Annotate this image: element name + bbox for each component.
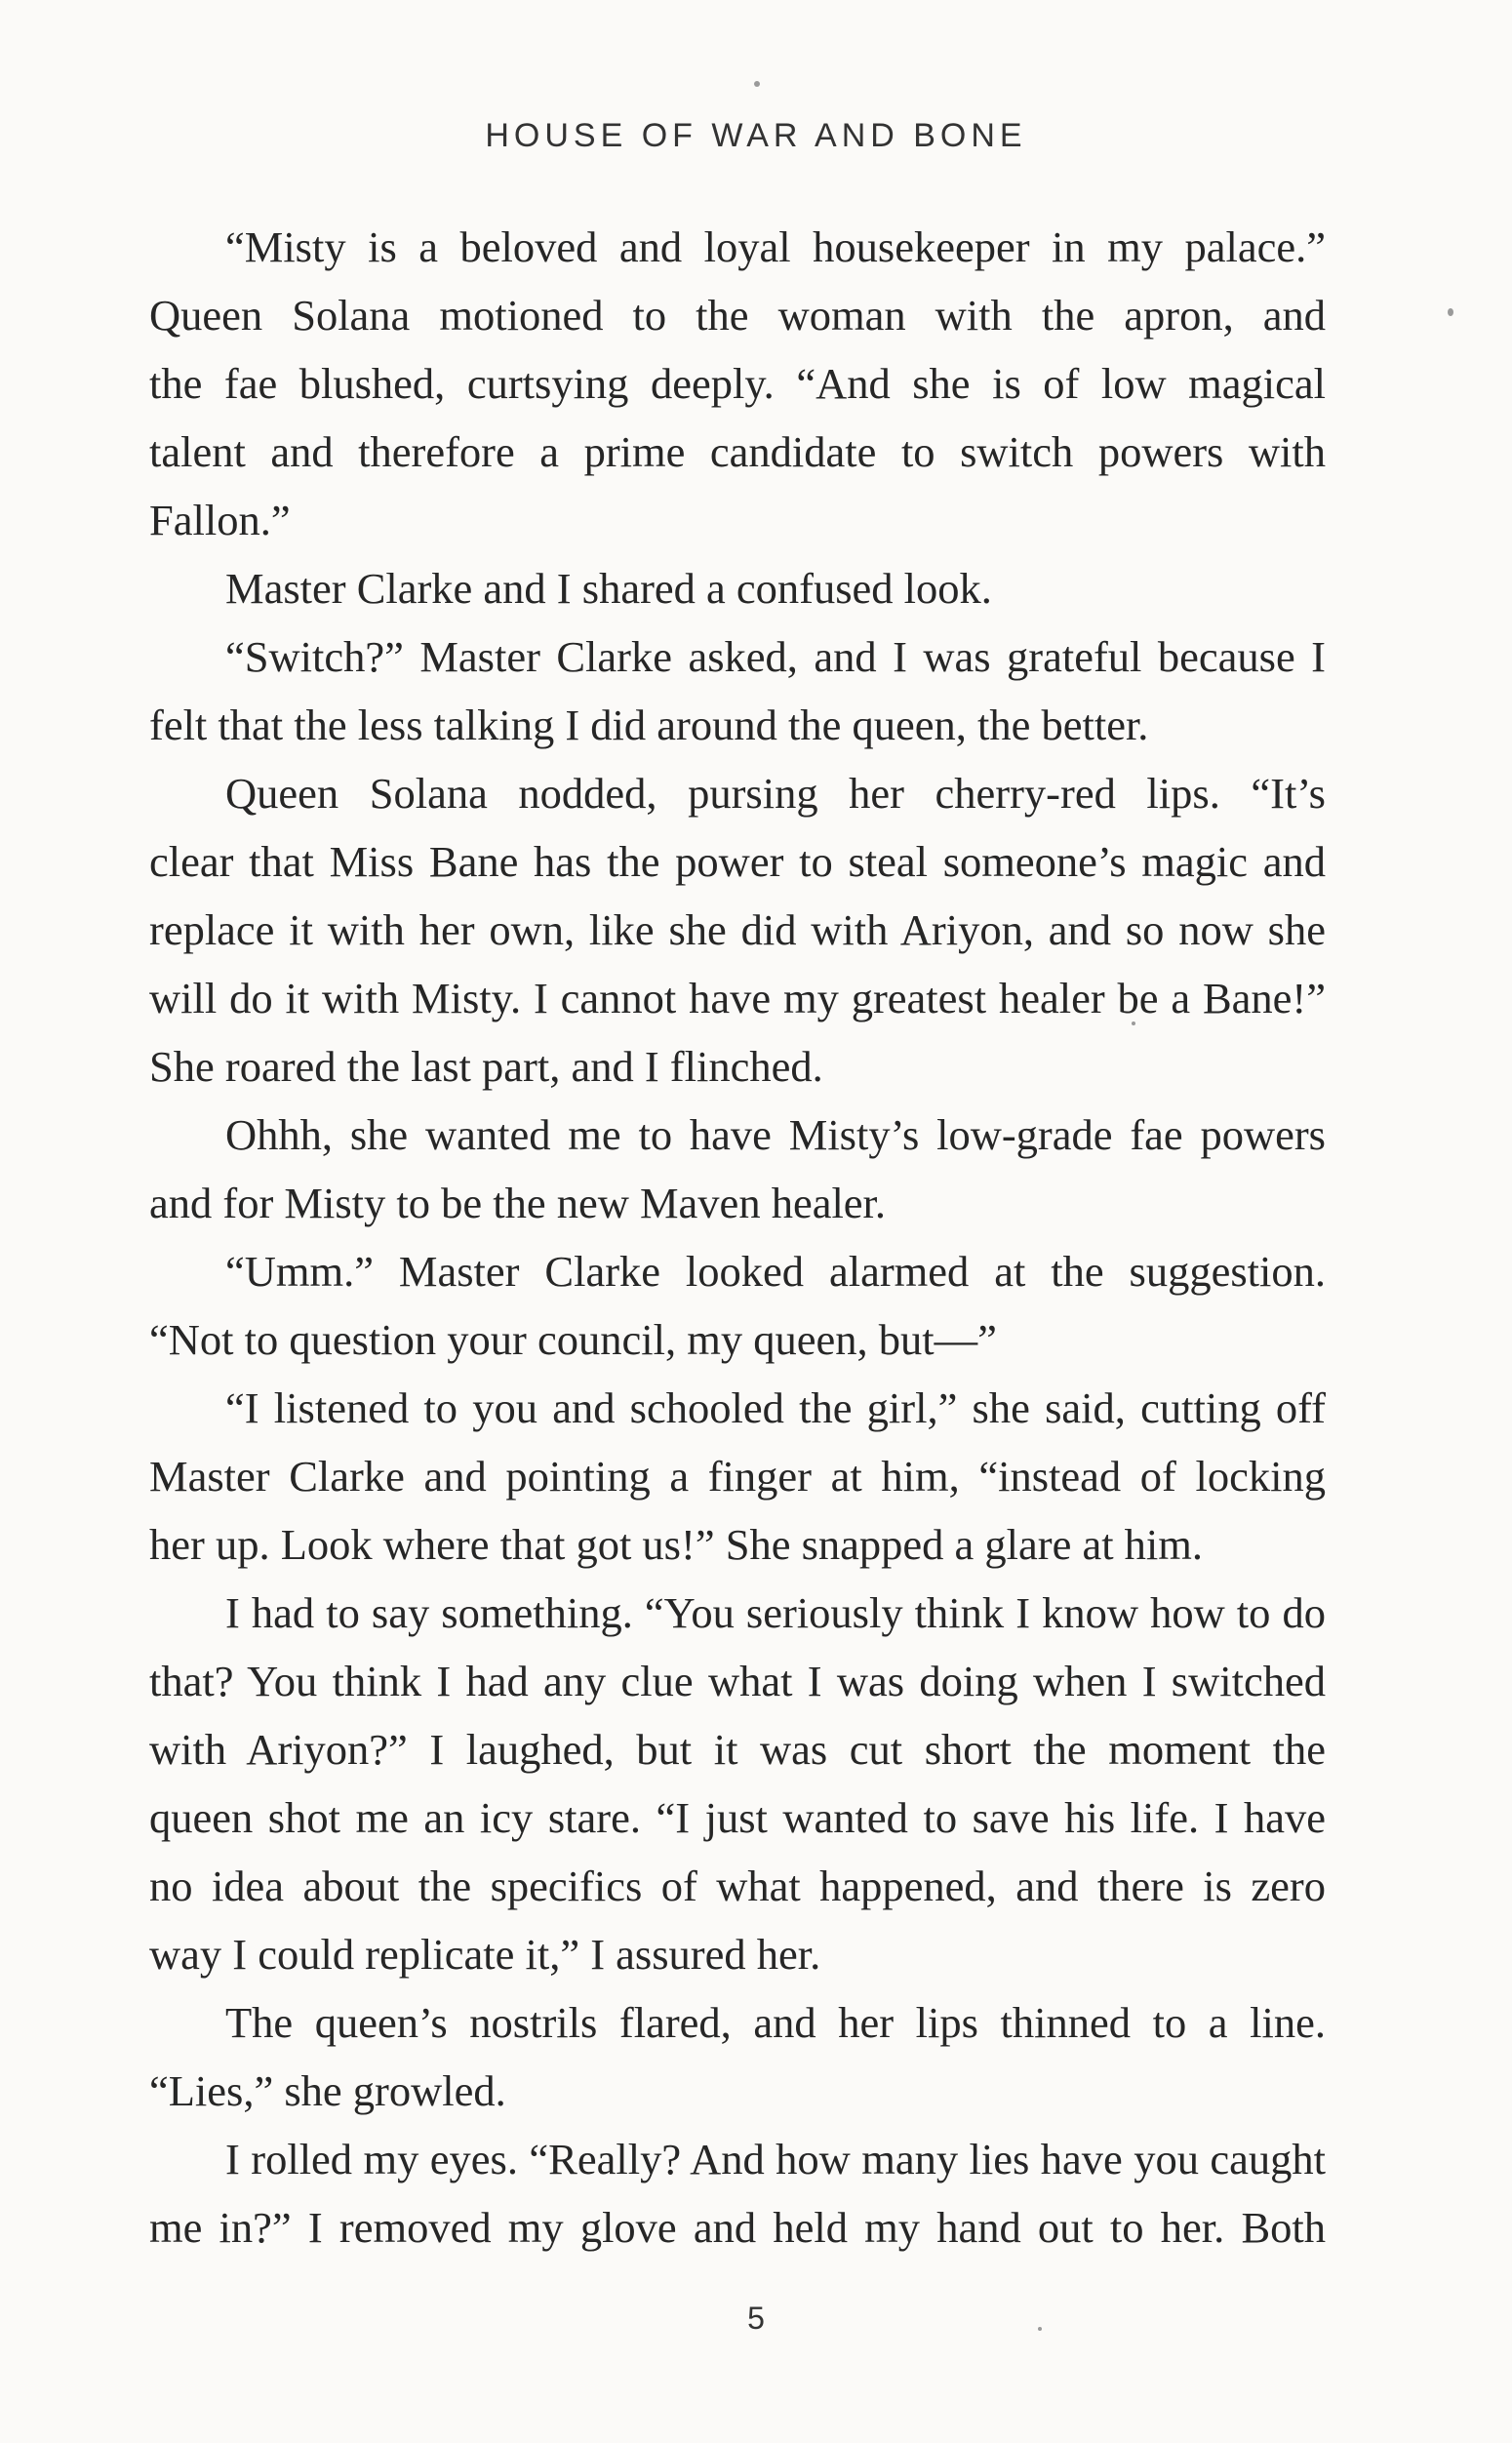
text-line: queen shot me an icy stare. “I just wanted to save his life. I have — [149, 1793, 1326, 1842]
text-line: Queen Solana nodded, pursing her cherry-red lips. “It’s — [225, 769, 1326, 818]
text-line: way I could replicate it,” I assured her. — [149, 1930, 821, 1979]
text-line: “I listened to you and schooled the girl,” she said, cutting off — [225, 1383, 1326, 1432]
text-line: Master Clarke and I shared a confused look. — [225, 564, 992, 613]
text-line: “Misty is a beloved and loyal housekeeper in my palace.” — [225, 222, 1326, 271]
text-line: felt that the less talking I did around the queen, the better. — [149, 701, 1149, 749]
text-line: will do it with Misty. I cannot have my greatest healer be a Bane!” — [149, 974, 1326, 1022]
text-line: me in?” I removed my glove and held my hand out to her. Both — [149, 2203, 1326, 2252]
text-line: Master Clarke and pointing a finger at him, “instead of locking — [149, 1452, 1326, 1501]
print-speck — [1448, 308, 1453, 316]
text-line: “Switch?” Master Clarke asked, and I was grateful because I — [225, 632, 1326, 681]
text-line: I had to say something. “You seriously think I know how to do — [225, 1588, 1326, 1637]
text-line: that? You think I had any clue what I was doing when I switched — [149, 1657, 1326, 1705]
body-text — [149, 213, 1326, 2262]
print-speck — [754, 81, 760, 87]
running-head: HOUSE OF WAR AND BONE — [485, 117, 1027, 154]
text-line: replace it with her own, like she did with Ariyon, and so now she — [149, 905, 1326, 954]
text-line: and for Misty to be the new Maven healer. — [149, 1179, 887, 1227]
text-line: the fae blushed, curtsying deeply. “And she is of low magical — [149, 359, 1326, 408]
text-line: Ohhh, she wanted me to have Misty’s low-grade fae powers — [225, 1110, 1326, 1159]
text-line: The queen’s nostrils flared, and her lips thinned to a line. — [225, 1998, 1326, 2047]
text-line: Fallon.” — [149, 496, 291, 544]
text-line: talent and therefore a prime candidate to switch powers with — [149, 427, 1326, 476]
text-line: with Ariyon?” I laughed, but it was cut short the moment the — [149, 1725, 1326, 1774]
text-line: “Lies,” she growled. — [149, 2066, 506, 2115]
text-line: “Umm.” Master Clarke looked alarmed at the suggestion. — [225, 1247, 1326, 1296]
text-line: Queen Solana motioned to the woman with the apron, and — [149, 291, 1326, 340]
page-number: 5 — [747, 2301, 765, 2336]
text-line: her up. Look where that got us!” She snapped a glare at him. — [149, 1520, 1204, 1569]
text-line: She roared the last part, and I flinched. — [149, 1042, 823, 1091]
text-line: “Not to question your council, my queen, but—” — [149, 1315, 997, 1364]
text-line: clear that Miss Bane has the power to steal someone’s magic and — [149, 837, 1326, 886]
text-line: I rolled my eyes. “Really? And how many lies have you caught — [225, 2135, 1326, 2183]
text-line: no idea about the specifics of what happened, and there is zero — [149, 1862, 1326, 1910]
